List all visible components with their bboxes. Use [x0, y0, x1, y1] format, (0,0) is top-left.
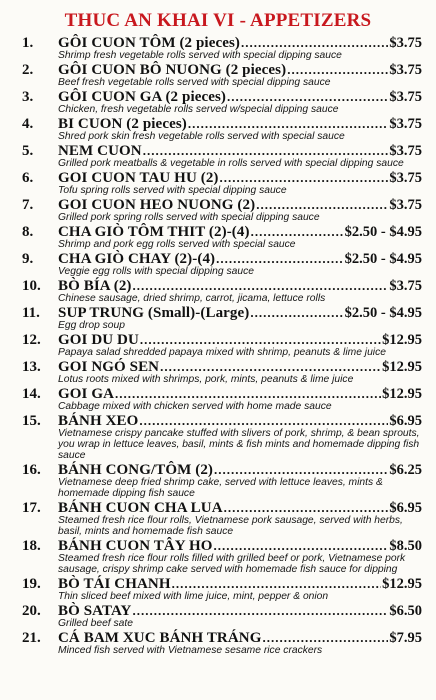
item-number: 5. — [22, 143, 34, 159]
item-price: $12.95 — [382, 359, 422, 375]
item-name: BÁNH CUON TÂY HO — [58, 538, 213, 554]
menu-item — [10, 169, 426, 196]
item-name: BÒ SATAY — [58, 603, 132, 619]
menu-item — [10, 461, 426, 499]
item-description: Tofu spring rolls served with special dipping sauce — [58, 185, 287, 196]
item-name: NEM CUON — [58, 143, 142, 159]
menu-item — [10, 142, 426, 169]
item-description: Papaya salad shredded papaya mixed with shrimp, peanuts & lime juice — [58, 347, 386, 358]
item-price: $6.25 — [389, 462, 422, 478]
item-description: Grilled beef sate — [58, 618, 133, 629]
item-price: $3.75 — [389, 116, 422, 132]
menu-item — [10, 629, 426, 656]
appetizer-list — [10, 34, 426, 656]
menu-item — [10, 304, 426, 331]
item-price: $3.75 — [389, 35, 422, 51]
item-price: $12.95 — [382, 576, 422, 592]
item-price: $3.75 — [389, 89, 422, 105]
item-description: Shrimp and pork egg rolls served with special sauce — [58, 239, 296, 250]
item-description: Chinese sausage, dried shrimp, carrot, jicama, lettuce rolls — [58, 293, 326, 304]
item-number: 6. — [22, 170, 34, 186]
item-name: GÔI CUON GA (2 pieces) — [58, 89, 227, 105]
item-description: Shred pork skin fresh vegetable rolls served with special sauce — [58, 131, 345, 142]
item-description: Egg drop soup — [58, 320, 125, 331]
item-description: Minced fish served with Vietnamese sesame rice crackers — [58, 645, 323, 656]
item-number: 2. — [22, 62, 34, 78]
item-name: SUP TRUNG (Small)-(Large) — [58, 305, 250, 321]
item-name: GOI CUON HEO NUONG (2) — [58, 197, 256, 213]
item-number: 17. — [22, 500, 41, 516]
item-number: 9. — [22, 251, 34, 267]
item-description: Veggie egg rolls with special dipping sauce — [58, 266, 254, 277]
item-description: Vietnamese crispy pancake stuffed with slivers of pork, shrimp, & bean sprouts, you wrap in lettuce leaves, basil, mints & fish mints and homemade dipping fish sauce — [58, 428, 420, 461]
item-name: BÁNH CUON CHA LUA — [58, 500, 223, 516]
item-description: Beef fresh vegetable rolls served with special dipping sauce — [58, 77, 331, 88]
item-description: Chicken, fresh vegetable rolls served w/special dipping sauce — [58, 104, 339, 115]
item-description: Steamed fresh rice flour rolls, Vietnamese pork sausage, served with herbs, basil, mints and homemade fish sauce — [58, 515, 403, 537]
menu-item — [10, 331, 426, 358]
item-description: Steamed fresh rice flour rolls filled with grilled beef or pork, Vietnamese pork sausage, crispy shrimp cake served with homemade fish sauce for dipping — [58, 553, 406, 575]
item-description: Grilled pork meatballs & vegetable in rolls served with special dipping sauce — [58, 158, 404, 169]
item-description: Grilled pork spring rolls served with special dipping sauce — [58, 212, 320, 223]
item-name: BÁNH XEO — [58, 413, 139, 429]
menu-item — [10, 537, 426, 575]
menu-item — [10, 115, 426, 142]
item-name: BI CUON (2 pieces) — [58, 116, 187, 132]
item-number: 4. — [22, 116, 34, 132]
item-number: 15. — [22, 413, 41, 429]
item-name: GÔI CUON TÔM (2 pieces) — [58, 35, 241, 51]
item-price: $6.50 — [389, 603, 422, 619]
item-description: Shrimp fresh vegetable rolls served with special dipping sauce — [58, 50, 342, 61]
item-name: GÔI CUON BÔ NUONG (2 pieces) — [58, 62, 287, 78]
dot-leader — [132, 602, 388, 620]
menu-item — [10, 385, 426, 412]
item-price: $7.95 — [389, 630, 422, 646]
menu-item — [10, 34, 426, 61]
item-price: $12.95 — [382, 386, 422, 402]
item-number: 19. — [22, 576, 41, 592]
item-price: $6.95 — [389, 413, 422, 429]
item-number: 21. — [22, 630, 41, 646]
menu-item — [10, 575, 426, 602]
menu-item — [10, 412, 426, 461]
menu-item — [10, 61, 426, 88]
item-price: $3.75 — [389, 62, 422, 78]
item-number: 8. — [22, 224, 34, 240]
item-description: Lotus roots mixed with shrimps, pork, mints, peanuts & lime juice — [58, 374, 354, 385]
item-name: CHA GIÒ CHAY (2)-(4) — [58, 251, 216, 267]
menu-item — [10, 223, 426, 250]
item-price: $3.75 — [389, 197, 422, 213]
item-name: CHA GIÒ TÔM THIT (2)-(4) — [58, 224, 250, 240]
item-number: 18. — [22, 538, 41, 554]
menu-item — [10, 196, 426, 223]
item-name: GOI NGÓ SEN — [58, 359, 160, 375]
item-name: BÒ BÍA (2) — [58, 278, 132, 294]
item-number: 1. — [22, 35, 34, 51]
item-name: BÁNH CONG/TÔM (2) — [58, 462, 214, 478]
item-price: $2.50 - $4.95 — [344, 251, 422, 267]
item-number: 12. — [22, 332, 41, 348]
item-description: Cabbage mixed with chicken served with home made sauce — [58, 401, 332, 412]
item-number: 10. — [22, 278, 41, 294]
item-name: GOI CUON TAU HU (2) — [58, 170, 219, 186]
item-description: Vietnamese deep fried shrimp cake, served with lettuce leaves, mints & homemade dipping fish sauce — [58, 477, 383, 499]
item-name: GOI DU DU — [58, 332, 139, 348]
menu-item — [10, 277, 426, 304]
item-number: 13. — [22, 359, 41, 375]
menu-item — [10, 602, 426, 629]
item-name: GOI GA — [58, 386, 115, 402]
item-name: BÒ TÁI CHANH — [58, 576, 171, 592]
menu-item — [10, 88, 426, 115]
item-price: $3.75 — [389, 278, 422, 294]
item-number: 7. — [22, 197, 34, 213]
menu-item — [10, 250, 426, 277]
dot-leader — [250, 304, 343, 322]
menu-title: THUC AN KHAI VI - APPETIZERS — [64, 10, 372, 31]
item-price: $12.95 — [382, 332, 422, 348]
item-description: Thin sliced beef mixed with lime juice, mint, pepper & onion — [58, 591, 329, 602]
item-number: 14. — [22, 386, 41, 402]
item-number: 11. — [22, 305, 40, 321]
item-price: $6.95 — [389, 500, 422, 516]
item-name: CÁ BAM XUC BÁNH TRÁNG — [58, 630, 262, 646]
item-price: $8.50 — [389, 538, 422, 554]
item-number: 3. — [22, 89, 34, 105]
item-number: 16. — [22, 462, 41, 478]
item-price: $2.50 - $4.95 — [344, 224, 422, 240]
item-number: 20. — [22, 603, 41, 619]
menu-item — [10, 499, 426, 537]
item-price: $3.75 — [389, 143, 422, 159]
item-price: $2.50 - $4.95 — [344, 305, 422, 321]
menu-item — [10, 358, 426, 385]
item-price: $3.75 — [389, 170, 422, 186]
